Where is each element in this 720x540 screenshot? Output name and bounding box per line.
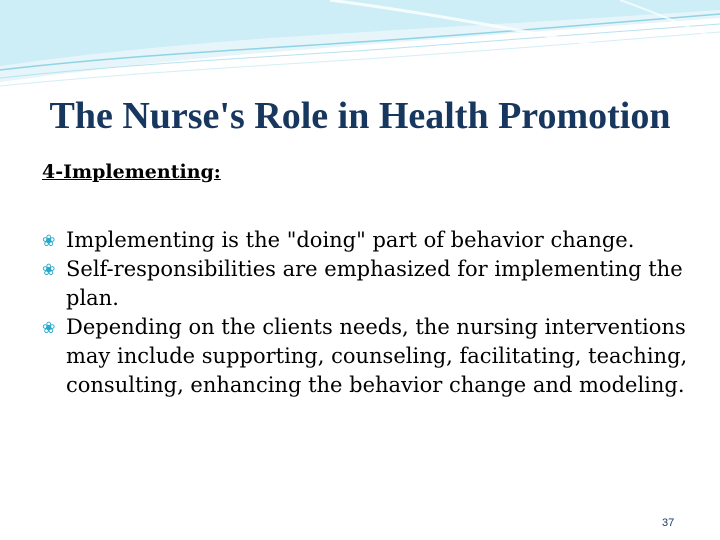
list-item	[42, 255, 702, 313]
bullet-icon: ❀	[42, 260, 56, 279]
bullet-text: Implementing is the "doing" part of behavior change.	[66, 228, 635, 252]
slide-title: The Nurse's Role in Health Promotion	[49, 95, 671, 137]
section-subheading: 4-Implementing:	[42, 161, 221, 183]
list-item	[42, 226, 702, 255]
bullet-list	[42, 226, 702, 400]
bullet-icon: ❀	[42, 231, 56, 250]
bullet-text: Depending on the clients needs, the nursing interventions may include supporting, counseling, facilitating, teaching, consulting, enhancing the behavior change and modeling.	[66, 315, 688, 397]
bullet-text: Self-responsibilities are emphasized for implementing the plan.	[66, 257, 683, 310]
bullet-icon: ❀	[42, 318, 56, 337]
list-item	[42, 313, 702, 400]
page-number: 37	[662, 517, 675, 529]
